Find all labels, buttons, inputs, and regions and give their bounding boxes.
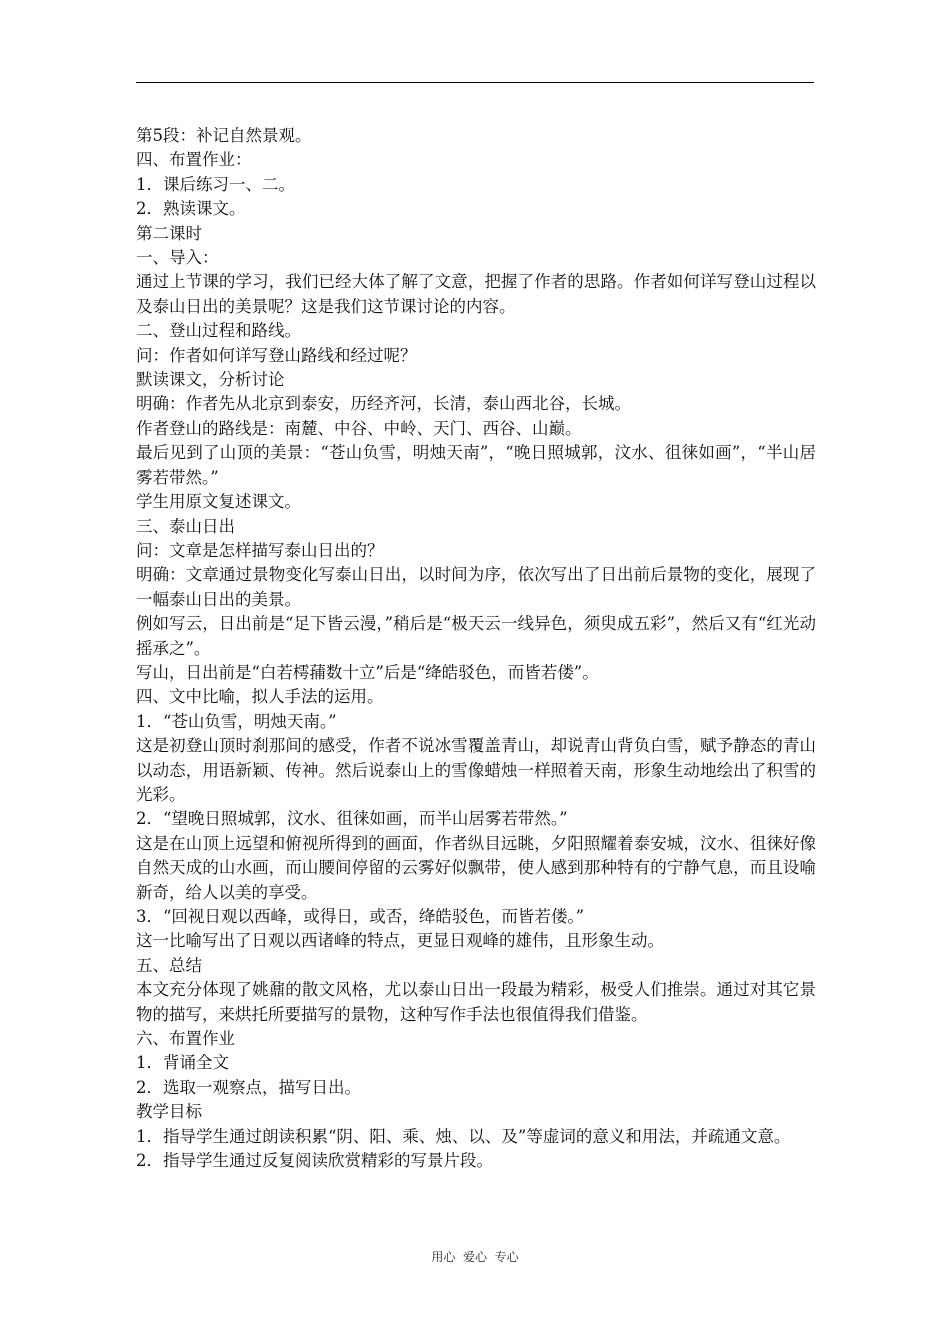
document-line: 1．课后练习一、二。: [136, 174, 295, 194]
document-line: 2．指导学生通过反复阅读欣赏精彩的写景片段。: [136, 1151, 493, 1171]
document-line: 第5段：补记自然景观。: [136, 126, 312, 145]
document-line: 2．“望晚日照城郭，汶水、徂徕如画，而半山居雾若带然。”: [136, 809, 568, 829]
document-line: 四、布置作业：: [136, 150, 252, 170]
document-line: 3．“回视日观以西峰，或得日，或否，绛皓驳色，而皆若偻。”: [136, 907, 585, 926]
document-line: 这是初登山顶时刹那间的感受，作者不说冰雪覆盖青山，却说青山背负白雪，赋予静态的青山以动态，用语新颖、传神。然后说泰山上的雪像蜡烛一样照着天南，形象生动地绘出了积雪的光彩。: [136, 736, 816, 804]
document-line: 一、导入：: [136, 248, 219, 268]
document-line: 二、登山过程和路线。: [136, 321, 301, 341]
document-line: 三、泰山日出: [136, 516, 235, 536]
header-rule: [136, 82, 814, 83]
document-line: 问：文章是怎样描写泰山日出的？: [136, 540, 384, 560]
document-line: 教学目标: [136, 1102, 202, 1122]
document-line: 写山，日出前是“白若樗蒱数十立”后是“绛皓驳色，而皆若偻”。: [136, 662, 599, 682]
document-line: 通过上节课的学习，我们已经大体了解了文意，把握了作者的思路。作者如何详写登山过程以及泰山日出的美景呢？这是我们这节课讨论的内容。: [136, 272, 816, 316]
document-line: 1．背诵全文: [136, 1053, 229, 1073]
document-line: 本文充分体现了姚鼐的散文风格，尤以泰山日出一段最为精彩，极受人们推崇。通过对其它景物的描写，来烘托所要描写的景物，这种写作手法也很值得我们借鉴。: [136, 980, 816, 1024]
document-line: 默读课文，分析讨论: [136, 370, 285, 390]
page-footer: 用心 爱心 专心: [431, 1250, 519, 1264]
document-line: 这一比喻写出了日观以西诸峰的特点，更显日观峰的雄伟，且形象生动。: [136, 931, 664, 951]
document-line: 例如写云，日出前是“足下皆云漫，”稍后是“极天云一线异色，须臾成五彩”，然后又有“红光动摇承之”。: [136, 614, 816, 658]
document-line: 六、布置作业: [136, 1029, 235, 1049]
document-line: 2．选取一观察点，描写日出。: [136, 1077, 361, 1097]
document-body: [136, 124, 816, 1173]
document-line: 明确：作者先从北京到泰安，历经齐河，长清，泰山西北谷，长城。: [136, 394, 631, 414]
document-line: 这是在山顶上远望和俯视所得到的画面，作者纵目远眺，夕阳照耀着泰安城，汶水、徂徕好像自然天成的山水画，而山腰间停留的云雾好似飘带，使人感到那种特有的宁静气息，而且设喻新奇，给人以美的享受。: [136, 833, 816, 902]
document-line: 学生用原文复述课文。: [136, 492, 301, 512]
document-line: 问：作者如何详写登山路线和经过呢？: [136, 345, 417, 365]
document-line: 2．熟读课文。: [136, 199, 246, 219]
document-line: 第二课时: [136, 223, 202, 243]
document-line: 明确：文章通过景物变化写泰山日出，以时间为序，依次写出了日出前后景物的变化，展现了一幅泰山日出的美景。: [136, 565, 816, 609]
document-line: 1．指导学生通过朗读积累“阴、阳、乘、烛、以、及”等虚词的意义和用法，并疏通文意。: [136, 1126, 791, 1146]
document-line: 作者登山的路线是：南麓、中谷、中岭、天门、西谷、山巅。: [136, 418, 582, 438]
document-line: 1．“苍山负雪，明烛天南。”: [136, 711, 337, 731]
document-line: 四、文中比喻，拟人手法的运用。: [136, 687, 384, 707]
document-line: 最后见到了山顶的美景：“苍山负雪，明烛天南”，“晚日照城郭，汶水、徂徕如画”，“半山居雾若带然。”: [136, 443, 816, 487]
document-line: 五、总结: [136, 955, 202, 975]
